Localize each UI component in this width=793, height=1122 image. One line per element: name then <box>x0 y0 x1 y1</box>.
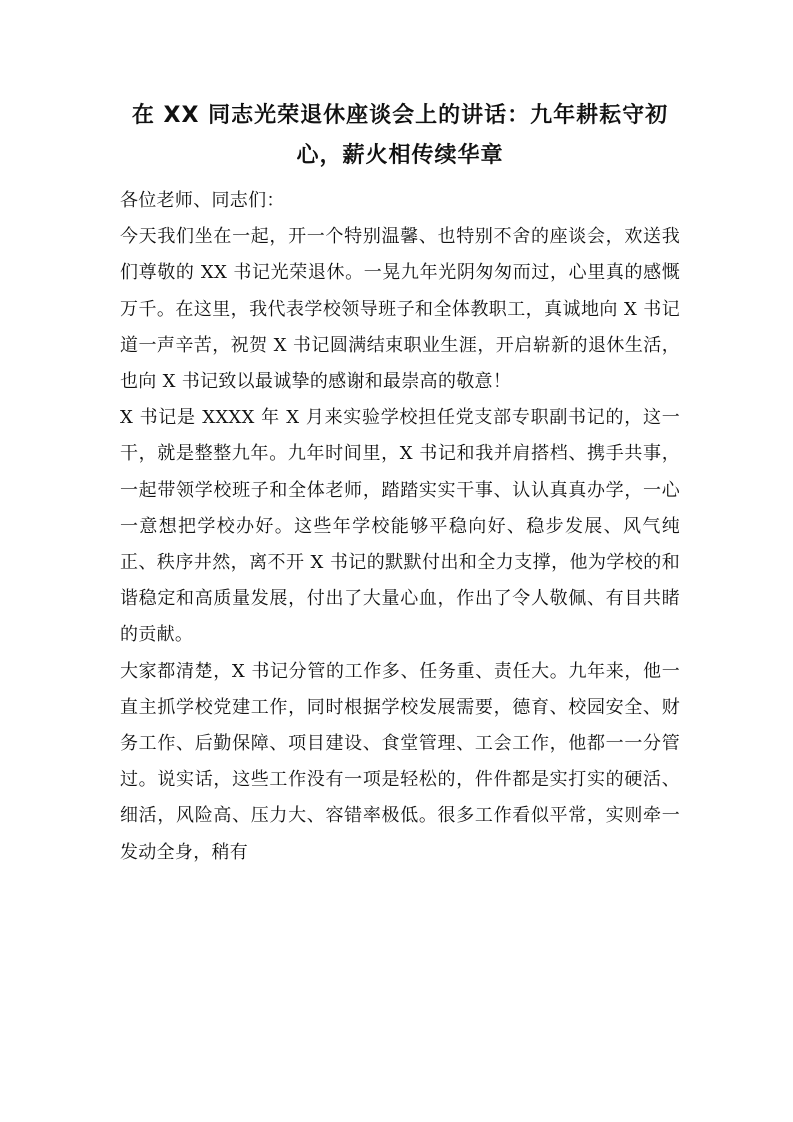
document-body <box>120 183 680 871</box>
salutation-paragraph: 各位老师、同志们： <box>120 190 285 211</box>
career-paragraph: X 书记是 XXXX 年 X 月来实验学校担任党支部专职副书记的，这一干，就是整整九年。九年时间里，X 书记和我并肩搭档、携手共事，一起带领学校班子和全体老师，踏踏实实干事、认认真真办学，一心一意想把学校办好。这些年学校能够平稳向好、稳步发展、风气纯正、秩序井然，离不开 X 书记的默默付出和全力支撑，他为学校的和谐稳定和高质量发展，付出了大量心血，作出了令人敬佩、有目共睹的贡献。 <box>120 407 680 646</box>
responsibilities-paragraph: 大家都清楚，X 书记分管的工作多、任务重、责任大。九年来，他一直主抓学校党建工作，同时根据学校发展需要，德育、校园安全、财务工作、后勤保障、项目建设、食堂管理、工会工作，他都一一分管过。说实话，这些工作没有一项是轻松的，件件都是实打实的硬活、细活，风险高、压力大、容错率极低。很多工作看似平常，实则牵一发动全身，稍有 <box>120 660 680 863</box>
document-title: 在 XX 同志光荣退休座谈会上的讲话：九年耕耘守初心，薪火相传续华章 <box>131 103 669 168</box>
opening-paragraph: 今天我们坐在一起，开一个特别温馨、也特别不舍的座谈会，欢送我们尊敬的 XX 书记光荣退休。一晃九年光阴匆匆而过，心里真的感慨万千。在这里，我代表学校领导班子和全体教职工，真诚地向 X 书记道一声辛苦，祝贺 X 书记圆满结束职业生涯，开启崭新的退休生活，也向 X 书记致以最诚挚的感谢和最崇高的敬意！ <box>120 226 680 393</box>
